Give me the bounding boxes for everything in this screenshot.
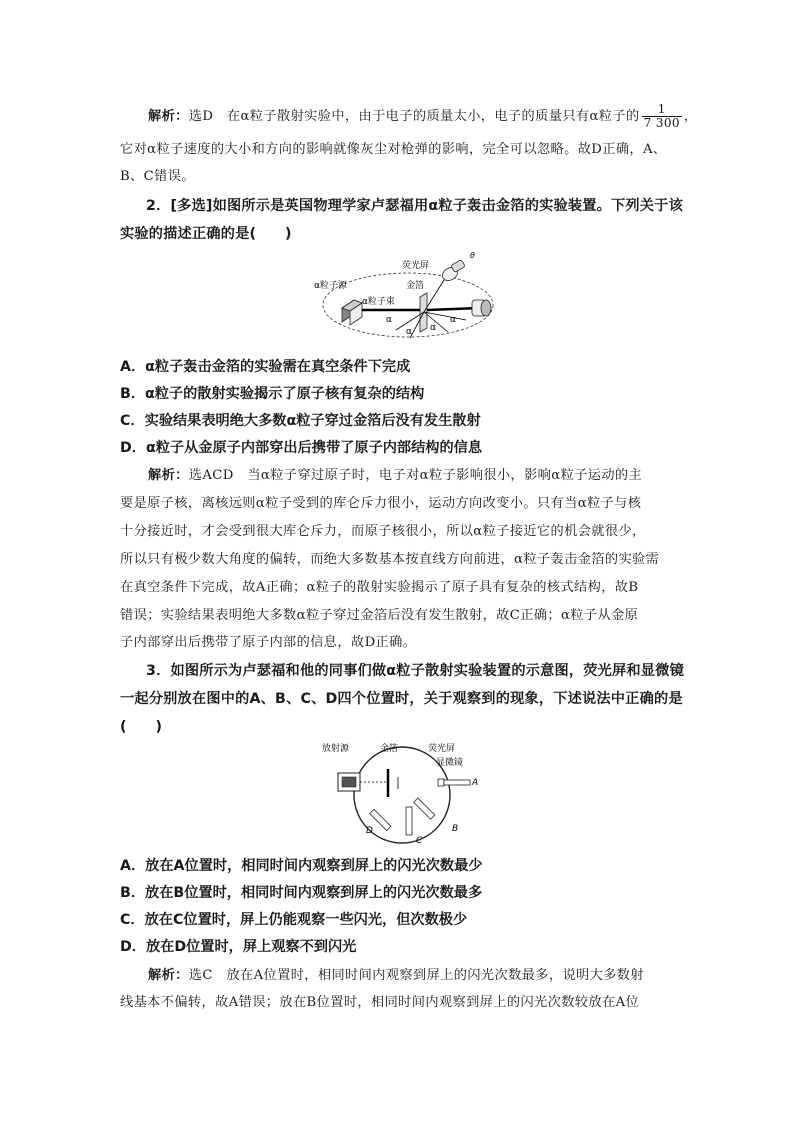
q3-stem-line1: 3．如图所示为卢瑟福和他的同事们做α粒子散射实验装置的示意图，荧光屏和显微镜: [146, 663, 684, 679]
fraction-numerator: 1: [642, 103, 682, 117]
label-D: D: [366, 826, 373, 836]
q2-option-b[interactable]: B．α粒子的散射实验揭示了原子核有复杂的结构: [120, 386, 425, 402]
q3-option-a[interactable]: A．放在A位置时，相同时间内观察到屏上的闪光次数最少: [120, 858, 483, 874]
q3-option-d[interactable]: D．放在D位置时，屏上观察不到闪光: [120, 939, 357, 955]
q3-analysis-line2: 线基本不偏转，故A错误；放在B位置时，相同时间内观察到屏上的闪光次数较放在A位: [120, 995, 640, 1010]
analysis1-line3: B、C错误。: [120, 169, 195, 184]
label-source: α粒子源: [314, 281, 347, 291]
q2-option-a[interactable]: A．α粒子轰击金箔的实验需在真空条件下完成: [120, 359, 411, 375]
q3-stem-line3: ( ): [120, 719, 163, 735]
label-foil: 金箔: [380, 744, 399, 754]
analysis1-line2: 它对α粒子速度的大小和方向的影响就像灰尘对枪弹的影响，完全可以忽略。故D正确，A、: [120, 142, 667, 157]
label-alpha: α: [450, 315, 456, 325]
microscope-C: [406, 807, 412, 835]
q2-analysis-line7: 子内部穿出后携带了原子内部的信息，故D正确。: [120, 635, 417, 650]
analysis-text: 选D 在α粒子散射实验中，由于电子的质量太小，电子的质量只有α粒子的: [188, 109, 640, 124]
analysis-label: 解析：: [148, 968, 189, 983]
label-C: C: [416, 836, 423, 846]
q2-stem-line2: 实验的描述正确的是( ): [120, 226, 292, 242]
q2-stem-line1: 2．[多选]如图所示是英国物理学家卢瑟福用α粒子轰击金箔的实验装置。下列关于该: [146, 198, 683, 214]
label-alpha: α: [386, 315, 392, 325]
q3-option-b[interactable]: B．放在B位置时，相同时间内观察到屏上的闪光次数最多: [120, 885, 483, 901]
q2-analysis-line3: 十分接近时，才会受到很大库仑斥力，而原子核很小，所以α粒子接近它的机会就很少，: [120, 524, 646, 539]
q2-figure: [310, 250, 500, 350]
label-screen: 荧光屏: [428, 744, 456, 754]
microscope-B: [414, 798, 435, 819]
q2-option-d[interactable]: D．α粒子从金原子内部穿出后携带了原子内部结构的信息: [120, 440, 483, 456]
q3-stem-line2: 一起分别放在图中的A、B、C、D四个位置时，关于观察到的现象，下述说法中正确的是: [120, 691, 683, 707]
microscope-A: [438, 779, 470, 786]
q2-analysis-line5: 在真空条件下完成，故A正确；α粒子的散射实验揭示了原子具有复杂的核式结构，故B: [120, 580, 639, 595]
label-foil: 金箔: [406, 281, 425, 291]
label-alpha: α: [430, 323, 436, 333]
microscope-D: [370, 809, 391, 830]
scatter-ray-down-right: [424, 312, 448, 332]
label-alpha: α: [406, 327, 412, 337]
q2-analysis-line4: 所以只有极少数大角度的偏转，而绝大多数基本按直线方向前进，α粒子轰击金箔的实验需: [120, 552, 660, 567]
q2-analysis-line2: 要是原子核，离核远则α粒子受到的库仑斥力很小，运动方向改变小。只有当α粒子与核: [120, 496, 642, 511]
analysis-text: ，: [683, 109, 698, 124]
q2-analysis-line6: 错误；实验结果表明绝大多数α粒子穿过金箔后没有发生散射，故C正确；α粒子从金原: [120, 608, 639, 623]
q2-analysis-line1: [148, 466, 642, 486]
fraction: [642, 103, 682, 130]
q3-figure: [320, 737, 490, 852]
analysis-label: 解析：: [148, 468, 189, 483]
microscope-right: [472, 300, 491, 316]
q3-analysis-line1: [148, 966, 644, 986]
analysis-text: 选C 放在A位置时，相同时间内观察到屏上的闪光次数最多，说明大多数射: [188, 968, 644, 983]
q2-option-c[interactable]: C．实验结果表明绝大多数α粒子穿过金箔后没有发生散射: [120, 413, 481, 429]
label-source: 放射源: [322, 744, 350, 754]
alpha-source-box: [342, 300, 362, 325]
label-screen: 荧光屏: [402, 261, 430, 271]
label-beam: α粒子束: [362, 297, 395, 307]
q3-option-c[interactable]: C．放在C位置时，屏上仍能观察一些闪光，但次数极少: [120, 912, 468, 928]
label-theta: θ: [470, 251, 475, 260]
analysis1-line1: [148, 103, 698, 130]
label-A: A: [472, 778, 479, 788]
label-B: B: [452, 824, 459, 834]
radiation-source-box: [338, 773, 360, 791]
label-microscope: 显微镜: [436, 758, 464, 768]
analysis-label: 解析：: [148, 109, 189, 124]
screen-top: [440, 260, 465, 284]
analysis-text: 选ACD 当α粒子穿过原子时，电子对α粒子影响很小，影响α粒子运动的主: [188, 468, 643, 483]
scatter-ray-right: [424, 312, 466, 320]
fraction-denominator: 7 300: [643, 116, 680, 130]
